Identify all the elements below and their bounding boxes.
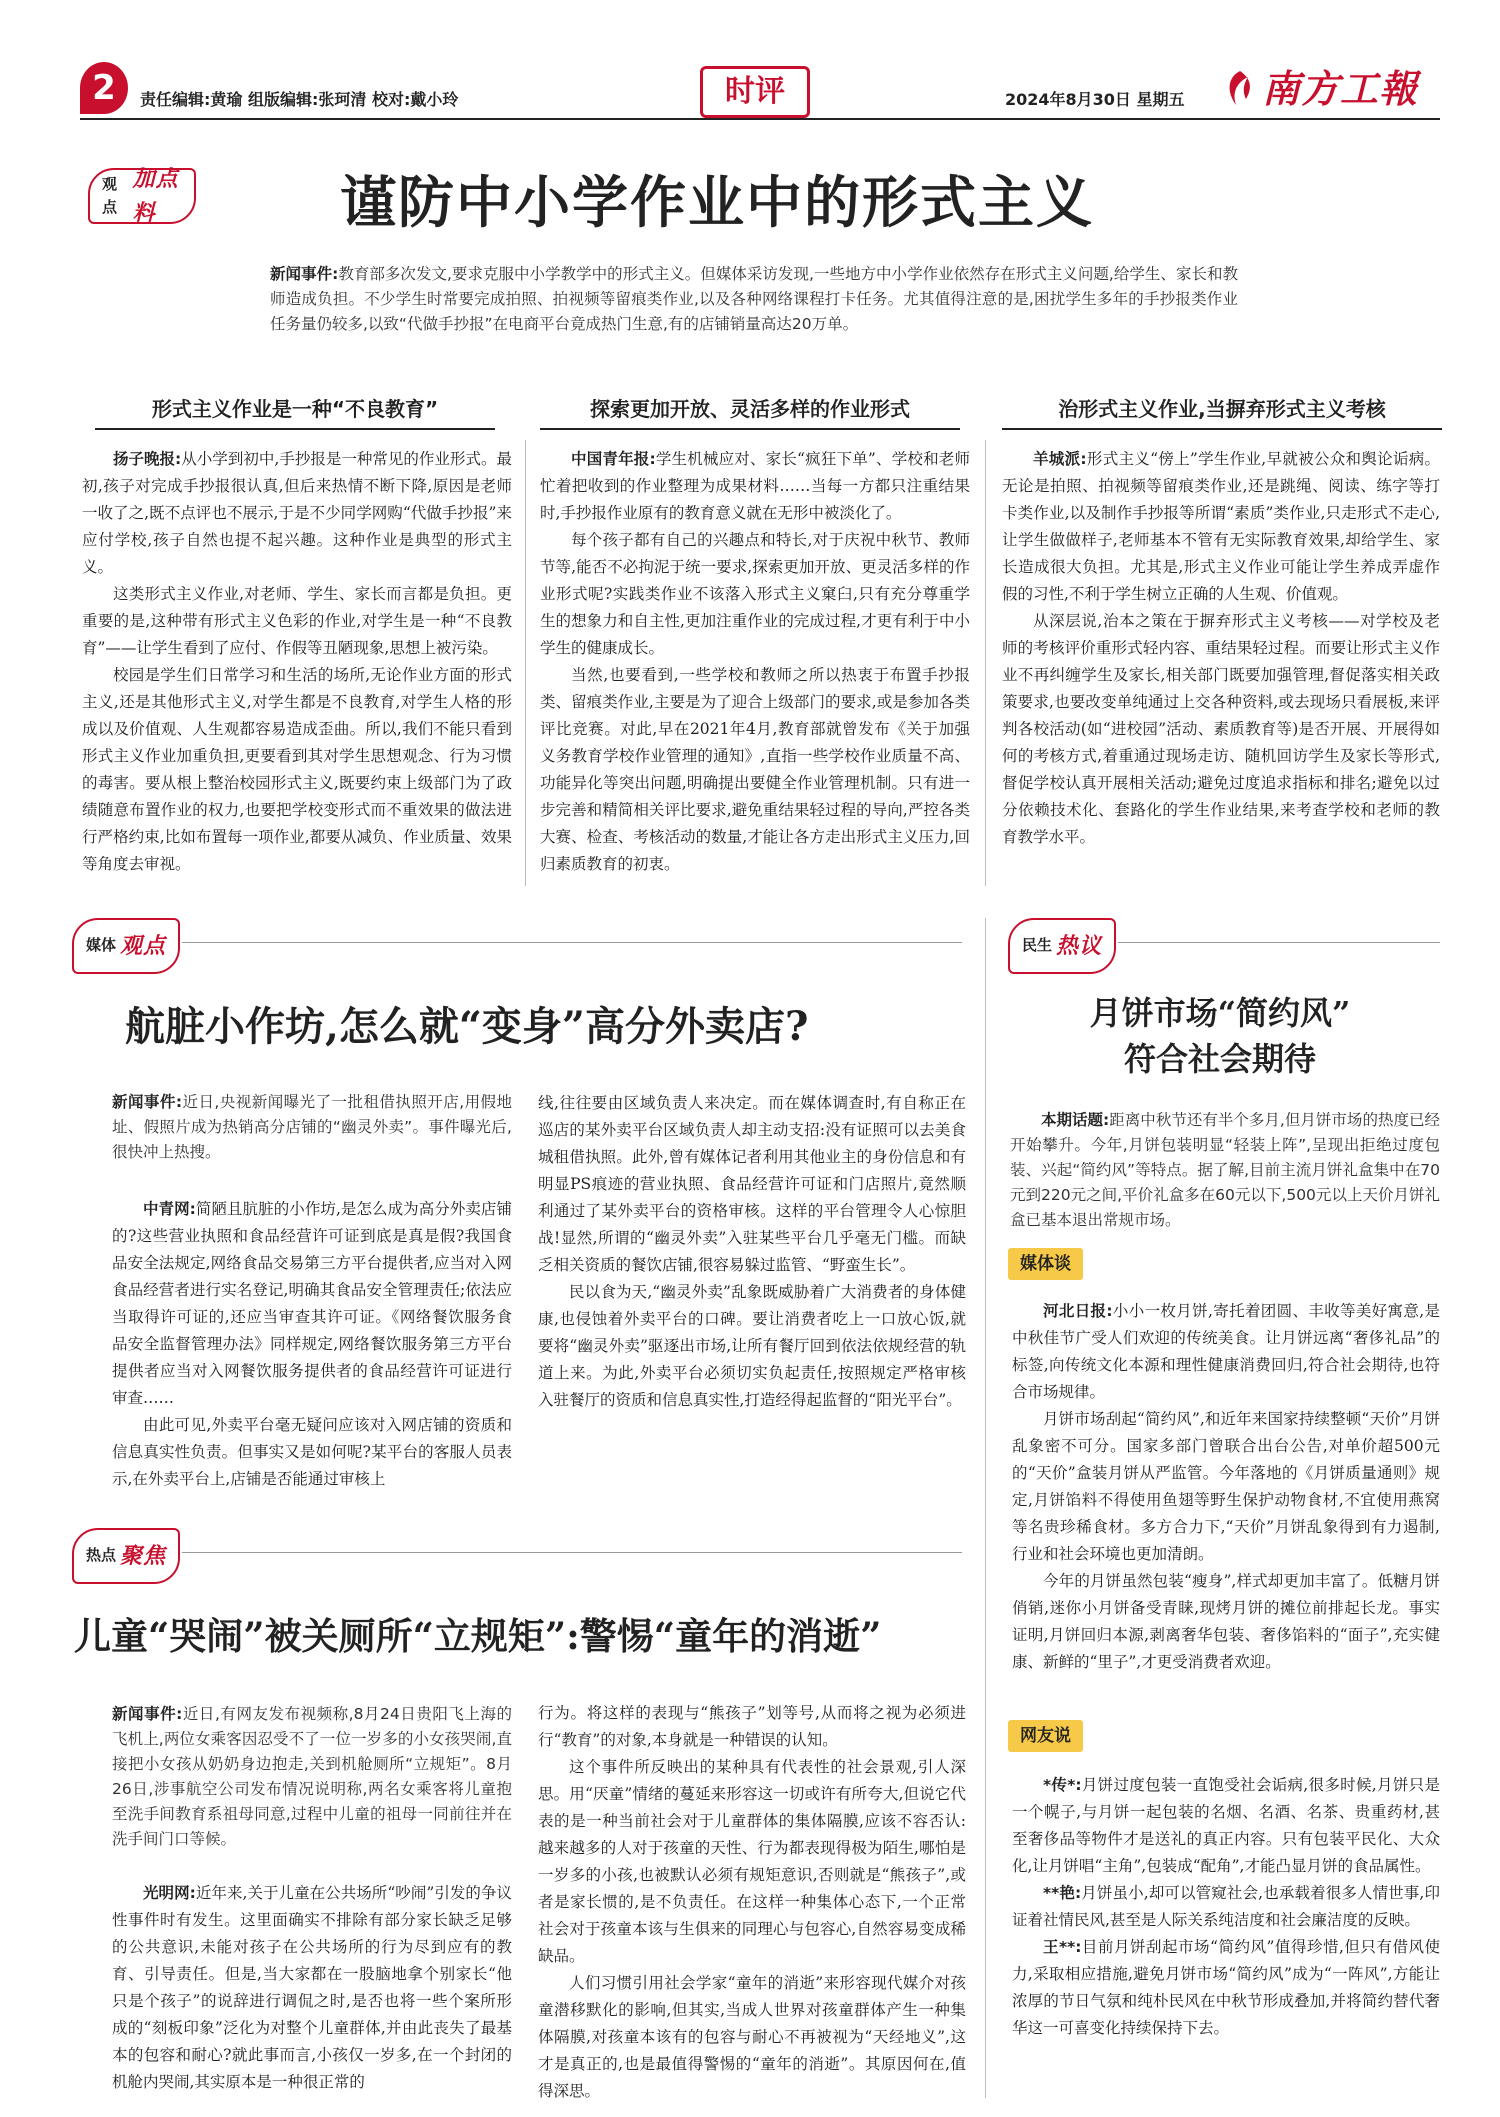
netizen-comment-1 <box>1012 1772 1440 1880</box>
seal-label: 热点 <box>86 1546 117 1565</box>
col1-source: 扬子晚报: <box>113 450 182 468</box>
hot-topic-right-body <box>538 1700 966 2105</box>
headline-line-2: 符合社会期待 <box>1123 1040 1316 1078</box>
col2-para-1-text: 学生机械应对、家长“疯狂下单”、学校和老师忙着把收到的作业整理为成果材料……当每一方都只注重结果时,手抄报作业原有的教育意义就在无形中被淡化了。 <box>540 450 970 522</box>
hot-topic-headline: 儿童“哭闹”被关厕所“立规矩”:警惕“童年的消逝” <box>74 1614 882 1658</box>
col3-heading-rule <box>1002 428 1442 430</box>
news-event-label: 新闻事件: <box>270 265 339 283</box>
media-view-rule <box>182 942 962 943</box>
news-event-label: 新闻事件: <box>112 1705 183 1723</box>
hot-topic-left-body <box>112 1880 512 2096</box>
ht-right-para-3: 人们习惯引用社会学家“童年的消逝”来形容现代媒介对孩童潜移默化的影响,但其实,当成人世界对孩童群体产生一种集体隔膜,对孩童本该有的包容与耐心不再被视为“天经地义”,这才是真正的,也是最值得警惕的“童年的消逝”。其原因何在,值得深思。 <box>538 1974 966 2100</box>
page-number-badge <box>80 62 128 114</box>
ht-left-para-1-text: 近年来,关于儿童在公共场所“吵闹”引发的争议性事件时有发生。这里面确实不排除有部分家长缺乏足够的公共意识,未能对孩子在公共场所的行为尽到应有的教育、引导责任。但是,当大家都在一股脑地拿个别家长“他只是个孩子”的说辞进行调侃之时,是否也将一些个案所形成的“刻板印象”泛化为对整个儿童群体,并由此丧失了最基本的包容和耐心?就此事而言,小孩仅一岁多,在一个封闭的机舱内哭闹,其实原本是一种很正常的 <box>112 1884 512 2091</box>
media-view-news-event <box>112 1090 512 1165</box>
col1-heading-rule <box>95 428 495 430</box>
netizen-name: 王**: <box>1043 1938 1082 1956</box>
netizen-text: 月饼过度包装一直饱受社会诟病,很多时候,月饼只是一个幌子,与月饼一起包装的名烟、名酒、名茶、贵重药材,甚至奢侈品等物件才是送礼的真正内容。只有包装平民化、大众化,让月饼唱“主角”,包装成“配角”,才能凸显月饼的食品属性。 <box>1012 1776 1440 1875</box>
people-voice-seal <box>1008 918 1116 974</box>
col2-para-3: 当然,也要看到,一些学校和教师之所以热衷于布置手抄报类、留痕类作业,主要是为了迎合上级部门的要求,或是参加各类评比竞赛。对此,早在2021年4月,教育部就曾发布《关于加强义务教育学校作业管理的通知》,直指一些学校作业质量不高、功能异化等突出问题,明确提出要健全作业管理机制。只有进一步完善和精简相关评比要求,避免重结果轻过程的导向,严控各类大赛、检查、考核活动的数量,才能让各方走出形式主义压力,回归素质教育的初衷。 <box>540 666 970 873</box>
netizen-talk-tag: 网友说 <box>1008 1720 1083 1752</box>
col2-source: 中国青年报: <box>571 450 656 468</box>
mv-right-para-1: 线,往往要由区域负责人来决定。而在媒体调查时,有自称正在巡店的某外卖平台区域负责人却主动支招:没有证照可以去美食城租借执照。此外,曾有媒体记者利用其他业主的身份信息和有明显PS痕迹的营业执照、食品经营许可证和门店照片,竟然顺利通过了某外卖平台的资格审核。这样的平台管理令人心惊胆战!显然,所谓的“幽灵外卖”入驻某些平台几乎毫无门槛。而缺乏相关资质的餐饮店铺,很容易躲过监管、“野蛮生长”。 <box>538 1094 966 1274</box>
mt-para-3: 今年的月饼虽然包装“瘦身”,样式却更加丰富了。低糖月饼俏销,迷你小月饼备受青睐,现烤月饼的摊位前排起长龙。事实证明,月饼回归本源,剥离奢华包装、奢侈馅料的“面子”,充实健康、新鲜的“里子”,才更受消费者欢迎。 <box>1012 1572 1440 1671</box>
ht-right-para-1: 行为。将这样的表现与“熊孩子”划等号,从而将之视为必须进行“教育”的对象,本身就是一种错误的认知。 <box>538 1704 966 1749</box>
media-view-seal <box>72 918 180 974</box>
editors-line: 责任编辑:黄瑜 组版编辑:张珂清 校对:戴小玲 <box>140 90 459 109</box>
ht-source: 光明网: <box>143 1884 196 1902</box>
mt-para-1 <box>1012 1298 1440 1406</box>
hot-topic-rule <box>182 1552 962 1553</box>
netizen-comment-2 <box>1012 1880 1440 1934</box>
ht-left-para-1 <box>112 1880 512 2096</box>
ht-right-para-2: 这个事件所反映出的某种具有代表性的社会景观,引人深思。用“厌童”情绪的蔓延来形容这一切或许有所夸大,但说它代表的是一种当前社会对于儿童群体的集体隔膜,应该不容否认:越来越多的人对于孩童的天性、行为都表现得极为陌生,哪怕是一岁多的小孩,也被默认必须有规矩意识,否则就是“熊孩子”,或者是家长惯的,是不负责任。在这样一种集体心态下,一个正常社会对于孩童本该与生俱来的同理心与包容心,自然容易变成稀缺品。 <box>538 1758 966 1965</box>
issue-date: 2024年8月30日 星期五 <box>1005 90 1185 109</box>
mt-source: 河北日报: <box>1043 1302 1113 1320</box>
col3-para-2: 从深层说,治本之策在于摒弃形式主义考核——对学校及老师的考核评价重形式轻内容、重结果轻过程。而要让形式主义作业不再纠缠学生及家长,相关部门既要加强管理,督促落实相关政策要求,也要改变单纯通过上交各种资料,或去现场只看展板,来评判各校活动(如“进校园”活动、素质教育等)是否开展、开展得如何的考核方式,着重通过现场走访、随机回访学生及家长等形式,督促学校认真开展相关活动;避免过度追求指标和排名;避免以过分依赖技术化、套路化的学生作业结果,来考查学校和老师的教育教学水平。 <box>1002 612 1440 846</box>
col3-source: 羊城派: <box>1033 450 1087 468</box>
logo-text: 南方工報 <box>1262 66 1419 111</box>
col2-body <box>540 446 970 878</box>
mv-left-para-1-text: 简陋且肮脏的小作坊,是怎么成为高分外卖店铺的?这些营业执照和食品经营许可证到底是真是假?我国食品安全法规定,网络食品交易第三方平台提供者,应当对入网食品经营者进行实名登记,明确其食品安全管理责任;依法应当取得许可证的,还应当审查其许可证。《网络餐饮服务食品安全监督管理办法》同样规定,网络餐饮服务第三方平台提供者应当对入网餐饮服务提供者的食品经营许可证进行审查…… <box>112 1200 512 1407</box>
section-title: 时评 <box>725 73 785 109</box>
top-news-event <box>270 262 1238 337</box>
top-headline: 谨防中小学作业中的形式主义 <box>340 170 1094 236</box>
logo-emblem-icon <box>1222 69 1258 109</box>
people-voice-rule <box>1118 942 1440 943</box>
seal-art: 聚焦 <box>120 1542 167 1569</box>
col2-heading-rule <box>540 428 960 430</box>
col1-para-1-text: 从小学到初中,手抄报是一种常见的作业形式。最初,孩子对完成手抄报很认真,但后来热情不断下降,原因是老师一收了之,既不点评也不展示,于是不少同学网购“代做手抄报”来应付学校,孩子自然也提不起兴趣。这种作业是典型的形式主义。 <box>82 450 512 576</box>
news-event-text: 教育部多次发文,要求克服中小学教学中的形式主义。但媒体采访发现,一些地方中小学作业依然存在形式主义问题,给学生、家长和教师造成负担。不少学生时常要完成拍照、拍视频等留痕类作业,以及各种网络课程打卡任务。尤其值得注意的是,困扰学生多年的手抄报类作业任务量仍较多,以致“代做手抄报”在电商平台竟成热门生意,有的店铺销量高达20万单。 <box>270 265 1238 333</box>
seal-art: 热议 <box>1056 932 1103 959</box>
headline-line-1: 月饼市场“简约风” <box>1089 994 1351 1032</box>
media-view-left-body <box>112 1196 512 1493</box>
mv-left-para-1 <box>112 1196 512 1412</box>
right-col-divider <box>985 918 986 2098</box>
col-divider-1 <box>525 440 526 886</box>
col1-body <box>82 446 512 878</box>
hot-topic-news-event <box>112 1702 512 1852</box>
col2-para-2: 每个孩子都有自己的兴趣点和特长,对于庆祝中秋节、教师节等,能否不必拘泥于统一要求,探索更加开放、更灵活多样的作业形式呢?实践类作业不该落入形式主义窠臼,只有充分尊重学生的想象力和自主性,更加注重作业的完成过程,才更有利于中小学生的健康成长。 <box>540 531 970 657</box>
hot-topic-seal <box>72 1528 180 1584</box>
mv-left-para-2: 由此可见,外卖平台毫无疑问应该对入网店铺的资质和信息真实性负责。但事实又是如何呢?某平台的客服人员表示,在外卖平台上,店铺是否能通过审核上 <box>112 1416 512 1488</box>
col3-para-1 <box>1002 446 1440 608</box>
netizen-name: *传*: <box>1043 1776 1082 1794</box>
news-event-label: 新闻事件: <box>112 1093 183 1111</box>
mv-right-para-2: 民以食为天,“幽灵外卖”乱象既威胁着广大消费者的身体健康,也侵蚀着外卖平台的口碑。要让消费者吃上一口放心饭,就要将“幽灵外卖”驱逐出市场,让所有餐厅回到依法依规经营的轨道上来。为此,外卖平台必须切实负起责任,按照规定严格审核入驻餐厅的资质和信息真实性,打造经得起监督的“阳光平台”。 <box>538 1283 966 1409</box>
news-event-text: 近日,有网友发布视频称,8月24日贵阳飞上海的飞机上,两位女乘客因忍受不了一位一岁多的小女孩哭闹,直接把小女孩从奶奶身边抱走,关到机舱厕所“立规矩”。8月26日,涉事航空公司发布情况说明称,两名女乘客将儿童抱至洗手间教育系祖母同意,过程中儿童的祖母一同前往并在洗手间门口等候。 <box>112 1705 512 1848</box>
media-talk-body <box>1012 1298 1440 1676</box>
people-voice-topic <box>1010 1108 1440 1233</box>
news-event-text: 近日,央视新闻曝光了一批租借执照开店,用假地址、假照片成为热销高分店铺的“幽灵外卖”。事件曝光后,很快冲上热搜。 <box>112 1093 513 1161</box>
seal-art: 加点料 <box>132 165 179 226</box>
viewpoint-seal <box>88 165 196 226</box>
col2-heading: 探索更加开放、灵活多样的作业形式 <box>590 397 910 421</box>
netizen-text: 月饼虽小,却可以管窥社会,也承载着很多人情世事,印证着社情民风,甚至是人际关系纯洁度和社会廉洁度的反映。 <box>1012 1884 1440 1929</box>
col3-heading: 治形式主义作业,当摒弃形式主义考核 <box>1058 397 1386 421</box>
masthead-rule <box>80 118 1440 120</box>
seal-label: 媒体 <box>86 936 117 955</box>
col1-heading: 形式主义作业是一种“不良教育” <box>151 397 439 421</box>
topic-label: 本期话题: <box>1041 1111 1110 1129</box>
mt-para-2: 月饼市场刮起“简约风”,和近年来国家持续整顿“天价”月饼乱象密不可分。国家多部门曾联合出台公告,对单价超500元的“天价”盒装月饼从严监管。今年落地的《月饼质量通则》规定,月饼馅料不得使用鱼翅等野生保护动物食材,不宜使用燕窝等名贵珍稀食材。多方合力下,“天价”月饼乱象得到有力遏制,行业和社会环境也更加清朗。 <box>1012 1410 1440 1563</box>
topic-text: 距离中秋节还有半个多月,但月饼市场的热度已经开始攀升。今年,月饼包装明显“轻装上阵”,呈现出拒绝过度包装、兴起“简约风”等特点。据了解,目前主流月饼礼盒集中在70元到220元之间,平价礼盒多在60元以下,500元以上天价月饼礼盒已基本退出常规市场。 <box>1010 1111 1440 1229</box>
col3-body <box>1002 446 1440 851</box>
mv-source: 中青网: <box>143 1200 196 1218</box>
col1-para-3: 校园是学生们日常学习和生活的场所,无论作业方面的形式主义,还是其他形式主义,对学生都是不良教育,对学生人格的形成以及价值观、人生观都容易造成歪曲。所以,我们不能只看到形式主义作业加重负担,更要看到其对学生思想观念、行为习惯的毒害。要从根上整治校园形式主义,既要约束上级部门为了政绩随意布置作业的权力,也要把学校变形式而不重效果的做法进行严格约束,比如布置每一项作业,都要从减负、作业质量、效果等角度去审视。 <box>82 666 512 873</box>
seal-label: 观点 <box>102 174 118 216</box>
mt-para-1-text: 小小一枚月饼,寄托着团圆、丰收等美好寓意,是中秋佳节广受人们欢迎的传统美食。让月饼远离“奢侈礼品”的标签,向传统文化本源和理性健康消费回归,符合社会期待,也符合市场规律。 <box>1012 1302 1440 1401</box>
section-banner <box>700 66 810 118</box>
seal-label: 民生 <box>1022 936 1053 955</box>
people-voice-headline <box>1000 990 1440 1082</box>
media-view-right-body <box>538 1090 966 1414</box>
netizen-text: 目前月饼刮起市场“简约风”值得珍惜,但只有借风使力,采取相应措施,避免月饼市场“简约风”成为“一阵风”,方能让浓厚的节日气氛和纯朴民风在中秋节形成叠加,并将简约替代奢华这一可喜变化持续保持下去。 <box>1012 1938 1440 2037</box>
netizen-name: **艳: <box>1043 1884 1082 1902</box>
col1-para-2: 这类形式主义作业,对老师、学生、家长而言都是负担。更重要的是,这种带有形式主义色彩的作业,对学生是一种“不良教育”——让学生看到了应付、作假等丑陋现象,思想上被污染。 <box>82 585 512 657</box>
media-view-headline: 航脏小作坊,怎么就“变身”高分外卖店? <box>125 1003 809 1050</box>
col3-para-1-text: 形式主义“傍上”学生作业,早就被公众和舆论诟病。无论是拍照、拍视频等留痕类作业,还是跳绳、阅读、练字等打卡类作业,以及制作手抄报等所谓“素质”类作业,只走形式不走心,让学生做做样子,老师基本不管有无实际教育效果,却给学生、家长造成很大负担。尤其是,形式主义作业可能让学生养成弄虚作假的习性,不利于学生树立正确的人生观、价值观。 <box>1002 450 1440 603</box>
seal-art: 观点 <box>120 932 167 959</box>
col-divider-2 <box>985 440 986 886</box>
page-number: 2 <box>92 67 116 108</box>
col2-para-1 <box>540 446 970 527</box>
netizen-comment-3 <box>1012 1934 1440 2042</box>
newspaper-logo <box>1222 60 1418 119</box>
netizen-talk-body <box>1012 1772 1440 2042</box>
col1-para-1 <box>82 446 512 581</box>
media-talk-tag: 媒体谈 <box>1008 1248 1083 1280</box>
